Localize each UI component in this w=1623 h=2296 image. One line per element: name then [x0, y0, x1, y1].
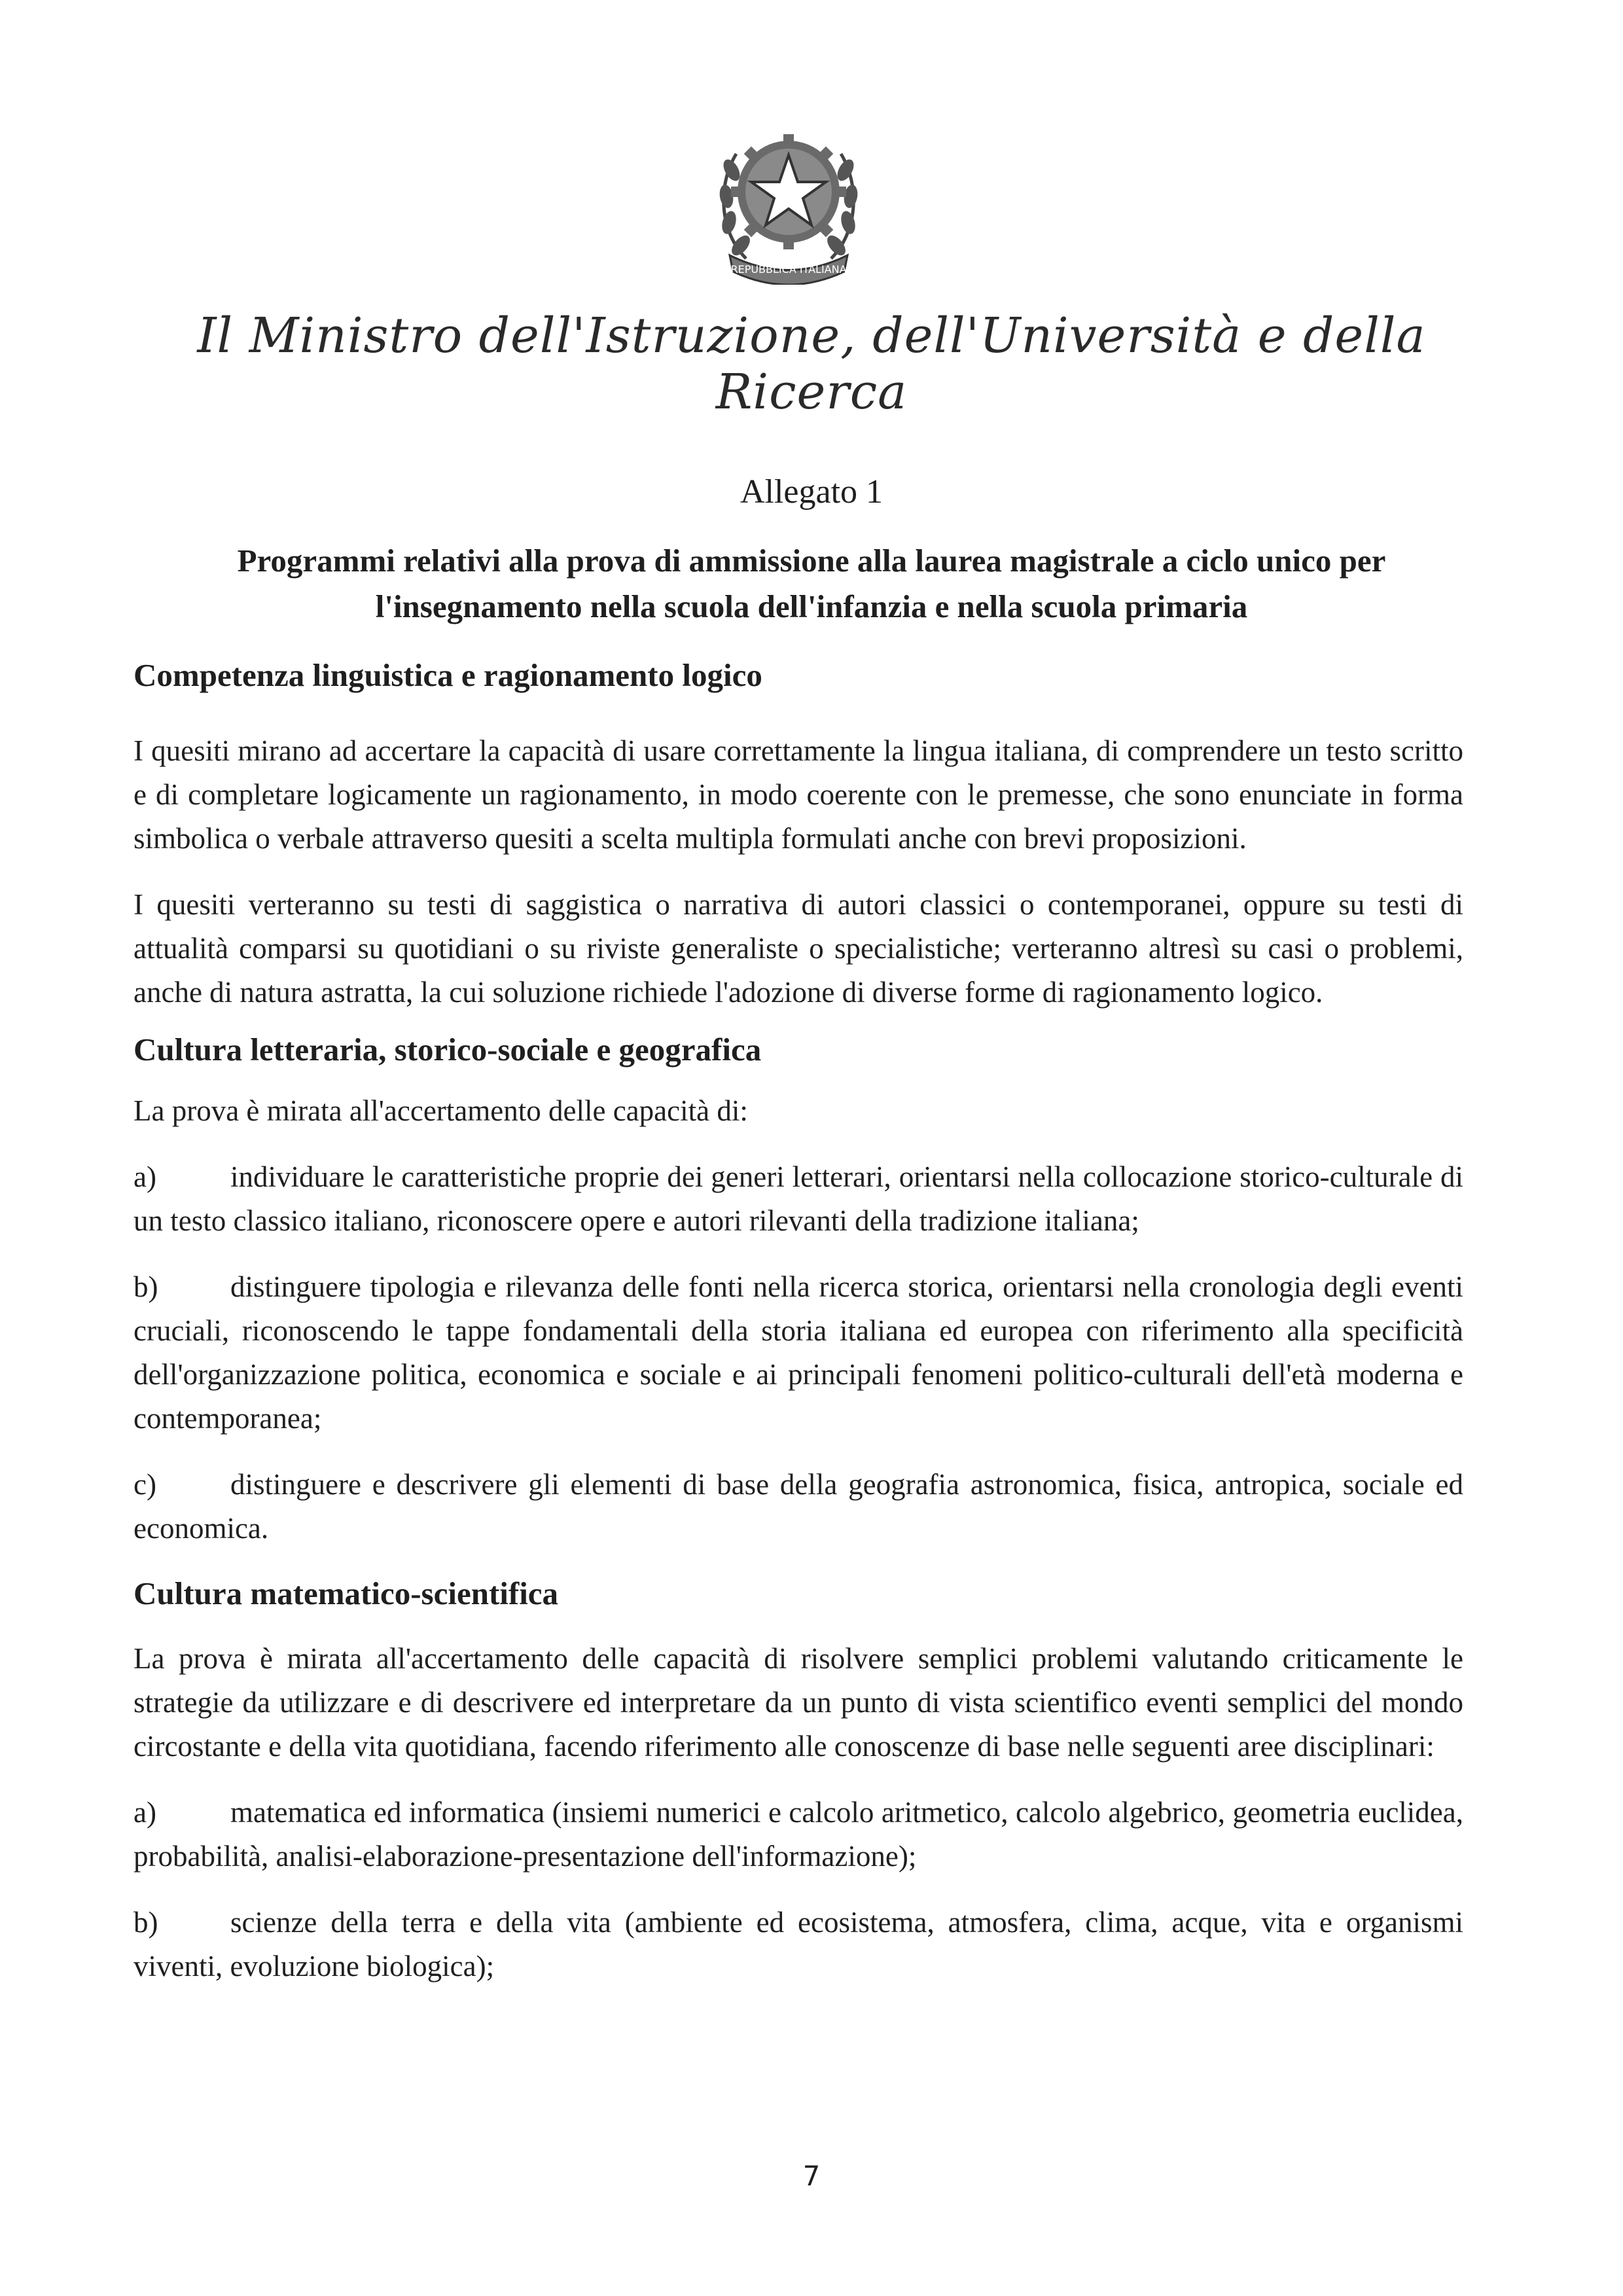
list-item-letter: b) — [134, 1906, 158, 1939]
section-intro: La prova è mirata all'accertamento delle capacità di risolvere semplici problemi valutando criticamente le strategie da utilizzare e di descrivere ed interpretare da un punto di vista scientifico eventi semplici del mondo circostante e della vita quotidiana, facendo riferimento alle conoscenze di base nelle seguenti aree disciplinari: — [134, 1642, 1463, 1763]
list-item — [134, 1901, 1463, 1988]
section-heading: Cultura matematico-scientifica — [134, 1575, 559, 1611]
list-item-text: scienze della terra e della vita (ambiente ed ecosistema, atmosfera, clima, acque, vita e organismi viventi, evoluzione biologica); — [134, 1906, 1463, 1982]
list-item-letter: b) — [134, 1270, 158, 1303]
list-item — [134, 1463, 1463, 1551]
annex-label: Allegato 1 — [740, 473, 883, 511]
document-title: Programmi relativi alla prova di ammissione alla laurea magistrale a ciclo unico per l'insegnamento nella scuola dell'infanzia e nella scuola primaria — [237, 543, 1386, 624]
list-item-text: matematica ed informatica (insiemi numerici e calcolo aritmetico, calcolo algebrico, geometria euclidea, probabilità, analisi-elaborazione-presentazione dell'informazione); — [134, 1796, 1463, 1873]
list-item-letter: a) — [134, 1796, 156, 1829]
list-item-text: distinguere tipologia e rilevanza delle fonti nella ricerca storica, orientarsi nella cronologia degli eventi cruciali, riconoscendo le tappe fondamentali della storia italiana ed europea con riferimento alla specificità dell'organizzazione politica, economica e sociale e ai principali fenomeni politico-culturali dell'età moderna e contemporanea; — [134, 1270, 1463, 1435]
section-heading: Competenza linguistica e ragionamento logico — [134, 657, 762, 693]
page-number: 7 — [802, 2160, 821, 2192]
list-item-letter: c) — [134, 1468, 156, 1501]
list-item — [134, 1265, 1463, 1441]
paragraph: I quesiti verteranno su testi di saggistica o narrativa di autori classici o contemporanei, oppure su testi di attualità comparsi su quotidiani o su riviste generaliste o specialistiche; verteranno altresì su casi o problemi, anche di natura astratta, la cui soluzione richiede l'adozione di diverse forme di ragionamento logico. — [134, 888, 1463, 1009]
list-item — [134, 1155, 1463, 1243]
ministry-header: Il Ministro dell'Istruzione, dell'Università e della Ricerca — [197, 308, 1426, 420]
emblem-ribbon-text: REPUBBLICA ITALIANA — [730, 263, 847, 276]
section-intro: La prova è mirata all'accertamento delle capacità di: — [134, 1094, 748, 1127]
paragraph: I quesiti mirano ad accertare la capacità di usare correttamente la lingua italiana, di comprendere un testo scritto e di completare logicamente un ragionamento, in modo coerente con le premesse, che sono enunciate in forma simbolica o verbale attraverso quesiti a scelta multipla formulati anche con brevi proposizioni. — [134, 734, 1463, 855]
list-item-text: distinguere e descrivere gli elementi di base della geografia astronomica, fisica, antropica, sociale ed economica. — [134, 1468, 1463, 1545]
emblema-repubblica-italiana-icon — [707, 108, 870, 285]
list-item-text: individuare le caratteristiche proprie dei generi letterari, orientarsi nella collocazione storico-culturale di un testo classico italiano, riconoscere opere e autori rilevanti della tradizione italiana; — [134, 1160, 1463, 1237]
document-body — [134, 655, 1463, 1988]
list-item — [134, 1791, 1463, 1878]
list-item-letter: a) — [134, 1160, 156, 1193]
section-heading: Cultura letteraria, storico-sociale e geografica — [134, 1031, 762, 1067]
